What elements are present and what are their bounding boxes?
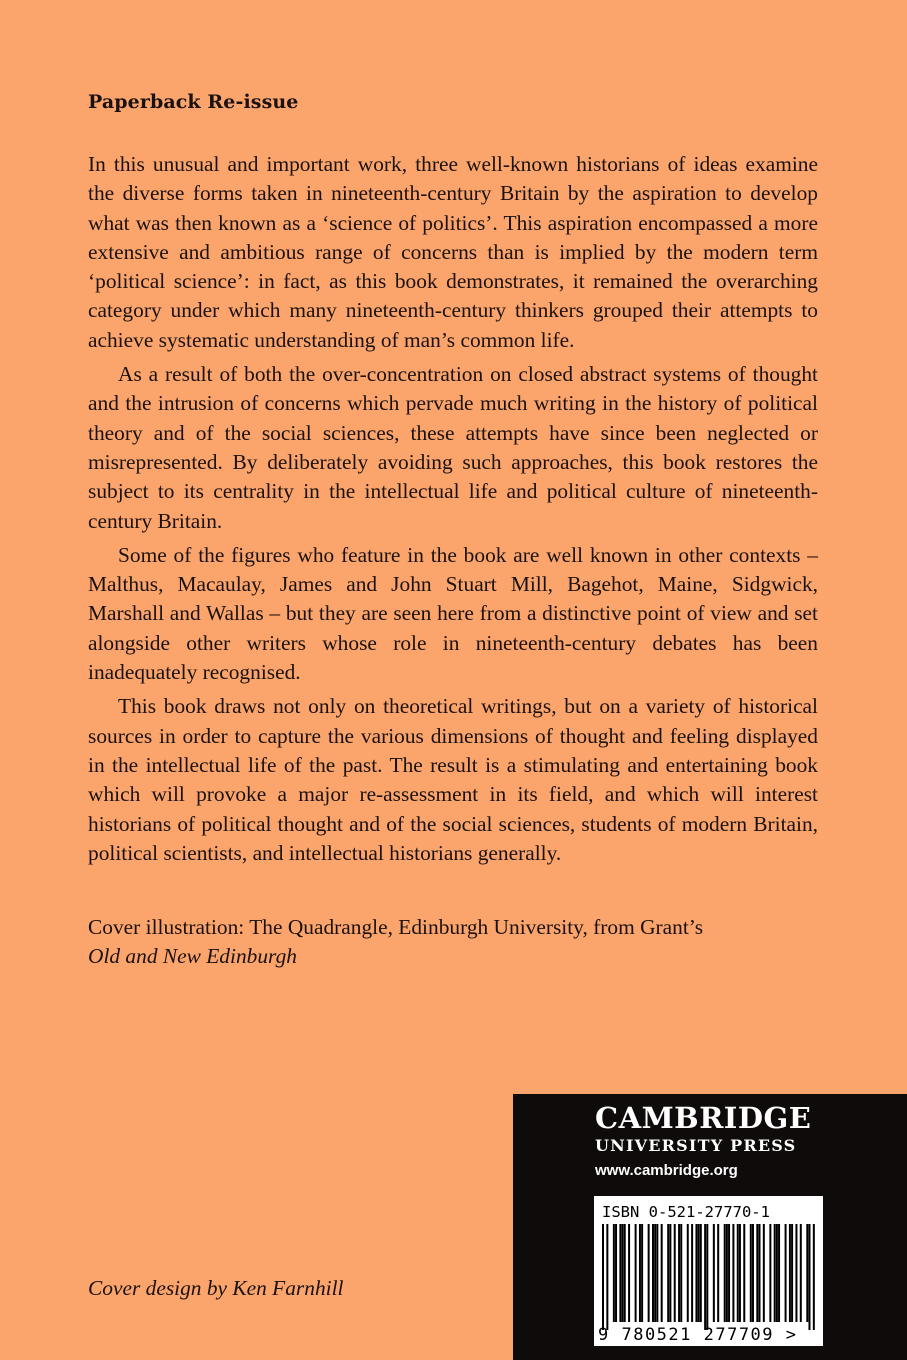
barcode-bar [641, 1224, 643, 1322]
barcode-bar [704, 1224, 706, 1330]
barcode-bar [743, 1224, 745, 1322]
barcode-bar [713, 1224, 715, 1322]
barcode-bar [758, 1224, 760, 1322]
cover-illustration-caption [88, 913, 848, 971]
barcode-bar [695, 1224, 697, 1322]
barcode-bar [648, 1224, 650, 1322]
barcode-bar [728, 1224, 730, 1322]
publisher-url: www.cambridge.org [595, 1162, 738, 1179]
barcode-bar [674, 1224, 676, 1322]
barcode-bar [756, 1224, 758, 1322]
barcode-bar [785, 1224, 787, 1322]
barcode-bar [724, 1224, 726, 1322]
publisher-press: UNIVERSITY PRESS [595, 1136, 797, 1155]
barcode-bar [778, 1224, 780, 1322]
barcode-bar [789, 1224, 791, 1322]
barcode-bar [739, 1224, 741, 1322]
cover-designer-credit: Cover design by Ken Farnhill [88, 1276, 344, 1300]
barcode-bar [622, 1224, 624, 1322]
barcode-bar [700, 1224, 702, 1322]
blurb-paragraph-4: This book draws not only on theoretical writings, but on a variety of historical sources in order to capture the various dimensions of thought and feeling displayed in the intellectual life of the past. The result is a stimulating and entertaining book which will provoke a major re-assessment in its field, and which will interest historians of political thought and of the social sciences, students of modern Britain, political scientists, and intellectual historians generally. [88, 694, 818, 865]
barcode-bar [776, 1224, 778, 1322]
barcode-bar [687, 1224, 689, 1322]
blurb-paragraph-1: In this unusual and important work, three well-known historians of ideas examine the diverse forms taken in nineteenth-century Britain by the aspiration to develop what was then known as a ‘science of politics’. This aspiration encompassed a more extensive and ambitious range of concerns than is implied by the modern term ‘political science’: in fact, as this book demonstrates, it remained the overarching category under which many nineteenth-century thinkers grouped their attempts to achieve systematic understanding of man’s common life. [88, 152, 818, 352]
section-heading: Paperback Re-issue [88, 91, 299, 113]
barcode-bar [602, 1224, 604, 1330]
caption-book-title: Old and New Edinburgh [88, 944, 297, 968]
barcode-bar [717, 1224, 719, 1322]
barcode-bar [698, 1224, 700, 1322]
barcode-bar [752, 1224, 754, 1322]
barcode-bar [667, 1224, 669, 1322]
barcode-bar [628, 1224, 630, 1322]
barcode-bar [737, 1224, 739, 1322]
barcode-bar [639, 1224, 641, 1322]
barcode-bar [706, 1224, 708, 1330]
barcode-bar [615, 1224, 617, 1322]
barcode-icon [599, 1224, 818, 1330]
barcode-bar [769, 1224, 771, 1322]
caption-text: Cover illustration: The Quadrangle, Edinburgh University, from Grant’s [88, 915, 704, 939]
barcode-bar [652, 1224, 654, 1322]
barcode-bar [624, 1224, 626, 1322]
barcode-bar [813, 1224, 815, 1330]
publisher-name: CAMBRIDGE [595, 1101, 812, 1135]
barcode-bar [656, 1224, 658, 1322]
barcode-bar [732, 1224, 734, 1322]
barcode-bar [750, 1224, 752, 1322]
barcode-bar [808, 1224, 810, 1330]
barcode-panel [594, 1196, 823, 1346]
barcode-bar [680, 1224, 682, 1322]
barcode-bar [806, 1224, 808, 1322]
barcode-bar [635, 1224, 637, 1322]
barcode-bar [613, 1224, 615, 1322]
barcode-bar [774, 1224, 776, 1322]
barcode-bar [619, 1224, 621, 1322]
barcode-bar [791, 1224, 793, 1322]
blurb-paragraph-3: Some of the figures who feature in the book are well known in other contexts – Malthus, Macaulay, James and John Stuart Mill, Bagehot, Maine, Sidgwick, Marshall and Wallas – but they are seen here from a distinctive point of view and set alongside other writers whose role in nineteenth-century debates has been inadequately recognised. [88, 542, 818, 685]
barcode-bar [678, 1224, 680, 1322]
barcode-bar [763, 1224, 765, 1322]
barcode-bar [691, 1224, 693, 1322]
barcode-bar [606, 1224, 608, 1330]
barcode-bar [654, 1224, 656, 1322]
barcode-bar [795, 1224, 797, 1322]
barcode-bar [661, 1224, 663, 1322]
blurb-paragraph-2: As a result of both the over-concentration on closed abstract systems of thought and the intrusion of concerns which pervade much writing in the history of political theory and of the social sciences, these attempts have since been neglected or misrepresented. By deliberately avoiding such approaches, this book restores the subject to its centrality in the intellectual life and political culture of nineteenth-century Britain. [88, 362, 818, 533]
blurb [88, 150, 818, 868]
barcode-bar [726, 1224, 728, 1322]
barcode-bar [669, 1224, 671, 1322]
publisher-block [513, 1094, 907, 1360]
ean-digits: 9 780521 277709 > [598, 1325, 798, 1345]
isbn-label: ISBN 0-521-27770-1 [602, 1203, 770, 1221]
barcode-bar [800, 1224, 802, 1322]
